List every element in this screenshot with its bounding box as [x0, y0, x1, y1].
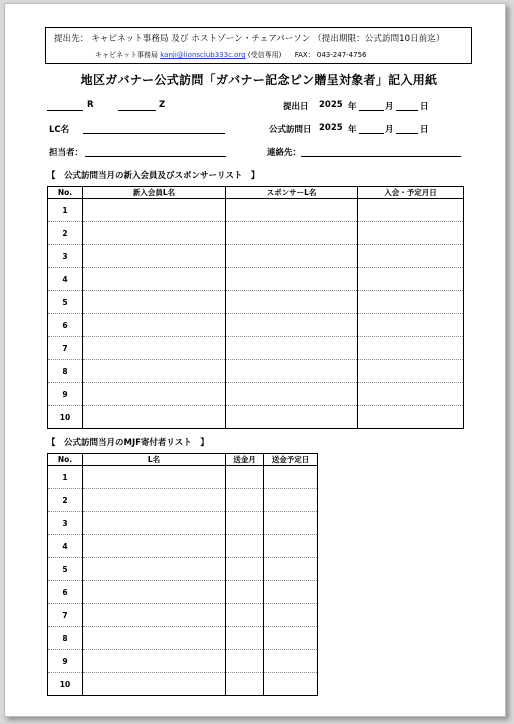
entry-cell[interactable] [264, 466, 318, 489]
row-number: 1 [48, 466, 83, 489]
column-header-join-date: 入会・予定月日 [358, 187, 464, 199]
table-row [48, 291, 464, 314]
submit-date-label: 提出日 [283, 102, 309, 112]
row-number: 6 [48, 314, 83, 337]
submit-month-input[interactable] [359, 110, 384, 111]
z-label: Z [159, 100, 166, 110]
submission-info-box [45, 27, 472, 64]
receive-only-note: (受信専用) [247, 51, 282, 59]
column-header-lion-name: L名 [83, 454, 226, 466]
column-header-new-member: 新入会員L名 [83, 187, 226, 199]
submit-year: 2025 [319, 100, 343, 110]
table-row [48, 222, 464, 245]
entry-cell[interactable] [83, 535, 226, 558]
day-unit: 日 [420, 102, 429, 112]
table-row [48, 314, 464, 337]
table-row [48, 466, 318, 489]
table-row [48, 673, 318, 696]
table-row [48, 627, 318, 650]
column-header-remit-date: 送金予定日 [264, 454, 318, 466]
entry-cell[interactable] [83, 314, 226, 337]
entry-cell[interactable] [83, 199, 226, 222]
visit-day-unit: 日 [420, 125, 429, 135]
row-number: 1 [48, 199, 83, 222]
row-number: 3 [48, 512, 83, 535]
row-number: 2 [48, 222, 83, 245]
entry-cell[interactable] [83, 360, 226, 383]
form-title: 地区ガバナー公式訪問「ガバナー記念ピン贈呈対象者」記入用紙 [80, 73, 438, 87]
entry-cell[interactable] [83, 512, 226, 535]
mjf-donor-table [47, 453, 318, 696]
person-label: 担当者： [49, 148, 84, 158]
entry-cell[interactable] [226, 627, 264, 650]
table-row [48, 337, 464, 360]
entry-cell[interactable] [226, 673, 264, 696]
column-header-no: No. [48, 454, 83, 466]
row-number: 9 [48, 650, 83, 673]
entry-cell[interactable] [83, 627, 226, 650]
entry-cell[interactable] [226, 406, 358, 429]
row-number: 10 [48, 673, 83, 696]
r-label: R [87, 100, 94, 110]
entry-cell[interactable] [264, 512, 318, 535]
table-row [48, 535, 318, 558]
entry-cell[interactable] [358, 314, 464, 337]
row-number: 8 [48, 627, 83, 650]
entry-cell[interactable] [83, 650, 226, 673]
visit-month-unit: 月 [385, 125, 394, 135]
contact-label: 連絡先： [267, 148, 302, 158]
row-number: 10 [48, 406, 83, 429]
entry-cell[interactable] [264, 535, 318, 558]
entry-cell[interactable] [226, 383, 358, 406]
entry-cell[interactable] [83, 291, 226, 314]
section1-title: 【 公式訪問当月の新入会員及びスポンサーリスト 】 [47, 171, 260, 181]
entry-cell[interactable] [358, 268, 464, 291]
entry-cell[interactable] [226, 650, 264, 673]
entry-cell[interactable] [226, 199, 358, 222]
table-header-row [48, 187, 464, 199]
r-input-line[interactable] [47, 110, 83, 111]
column-header-no: No. [48, 187, 83, 199]
table-row [48, 558, 318, 581]
entry-cell[interactable] [226, 314, 358, 337]
year-unit: 年 [348, 102, 357, 112]
entry-cell[interactable] [226, 360, 358, 383]
lc-name-label: LC名 [49, 125, 70, 135]
entry-cell[interactable] [264, 604, 318, 627]
table-row [48, 581, 318, 604]
entry-cell[interactable] [83, 406, 226, 429]
entry-cell[interactable] [83, 466, 226, 489]
entry-cell[interactable] [226, 222, 358, 245]
new-member-table [47, 186, 464, 429]
entry-cell[interactable] [226, 558, 264, 581]
entry-cell[interactable] [226, 604, 264, 627]
entry-cell[interactable] [358, 291, 464, 314]
visit-date-label: 公式訪問日 [269, 125, 312, 135]
entry-cell[interactable] [264, 581, 318, 604]
entry-cell[interactable] [226, 535, 264, 558]
entry-cell[interactable] [83, 245, 226, 268]
table-row [48, 489, 318, 512]
entry-cell[interactable] [226, 337, 358, 360]
entry-cell[interactable] [358, 245, 464, 268]
table-row [48, 383, 464, 406]
entry-cell[interactable] [226, 466, 264, 489]
cabinet-office-label: キャビネット事務局 [95, 51, 158, 59]
entry-cell[interactable] [358, 360, 464, 383]
visit-year: 2025 [319, 123, 343, 133]
entry-cell[interactable] [226, 268, 358, 291]
visit-month-input[interactable] [359, 133, 384, 134]
row-number: 5 [48, 558, 83, 581]
entry-cell[interactable] [83, 268, 226, 291]
row-number: 9 [48, 383, 83, 406]
table-row [48, 650, 318, 673]
row-number: 7 [48, 337, 83, 360]
lc-name-input[interactable] [83, 133, 225, 134]
entry-cell[interactable] [83, 558, 226, 581]
entry-cell[interactable] [226, 581, 264, 604]
person-input[interactable] [85, 156, 226, 157]
entry-cell[interactable] [83, 489, 226, 512]
row-number: 2 [48, 489, 83, 512]
table-row [48, 604, 318, 627]
entry-cell[interactable] [226, 512, 264, 535]
entry-cell[interactable] [83, 673, 226, 696]
contact-input[interactable] [301, 156, 461, 157]
table-row [48, 245, 464, 268]
entry-cell[interactable] [83, 581, 226, 604]
month-unit: 月 [385, 102, 394, 112]
entry-cell[interactable] [83, 383, 226, 406]
row-number: 6 [48, 581, 83, 604]
entry-cell[interactable] [358, 383, 464, 406]
entry-cell[interactable] [358, 406, 464, 429]
entry-cell[interactable] [264, 558, 318, 581]
entry-cell[interactable] [83, 604, 226, 627]
entry-cell[interactable] [83, 337, 226, 360]
entry-cell[interactable] [358, 199, 464, 222]
entry-cell[interactable] [358, 222, 464, 245]
row-number: 4 [48, 268, 83, 291]
visit-year-unit: 年 [348, 125, 357, 135]
row-number: 4 [48, 535, 83, 558]
entry-cell[interactable] [83, 222, 226, 245]
section2-title: 【 公式訪問当月のMJF寄付者リスト 】 [47, 438, 209, 448]
row-number: 3 [48, 245, 83, 268]
table-row [48, 360, 464, 383]
row-number: 8 [48, 360, 83, 383]
form-page [4, 3, 506, 717]
entry-cell[interactable] [226, 245, 358, 268]
column-header-sponsor: スポンサーL名 [226, 187, 358, 199]
entry-cell[interactable] [264, 627, 318, 650]
entry-cell[interactable] [226, 291, 358, 314]
table-row [48, 268, 464, 291]
submission-destination-text: 提出先： キャビネット事務局 及び ホストゾーン・チェアパーソン （提出期限：公式訪問10日前迄） [54, 34, 445, 44]
entry-cell[interactable] [264, 650, 318, 673]
row-number: 5 [48, 291, 83, 314]
submit-day-input[interactable] [396, 110, 418, 111]
entry-cell[interactable] [226, 489, 264, 512]
row-number: 7 [48, 604, 83, 627]
fax-number: FAX： 043-247-4756 [294, 51, 367, 59]
table-header-row [48, 454, 318, 466]
email-link[interactable]: kanji@lionsclub333c.org [160, 51, 246, 59]
table-row [48, 512, 318, 535]
entry-cell[interactable] [358, 337, 464, 360]
column-header-remit-month: 送金月 [226, 454, 264, 466]
entry-cell[interactable] [264, 673, 318, 696]
visit-day-input[interactable] [396, 133, 418, 134]
table-row [48, 406, 464, 429]
table-row [48, 199, 464, 222]
contact-info-line [95, 50, 366, 60]
z-input-line[interactable] [118, 110, 156, 111]
entry-cell[interactable] [264, 489, 318, 512]
